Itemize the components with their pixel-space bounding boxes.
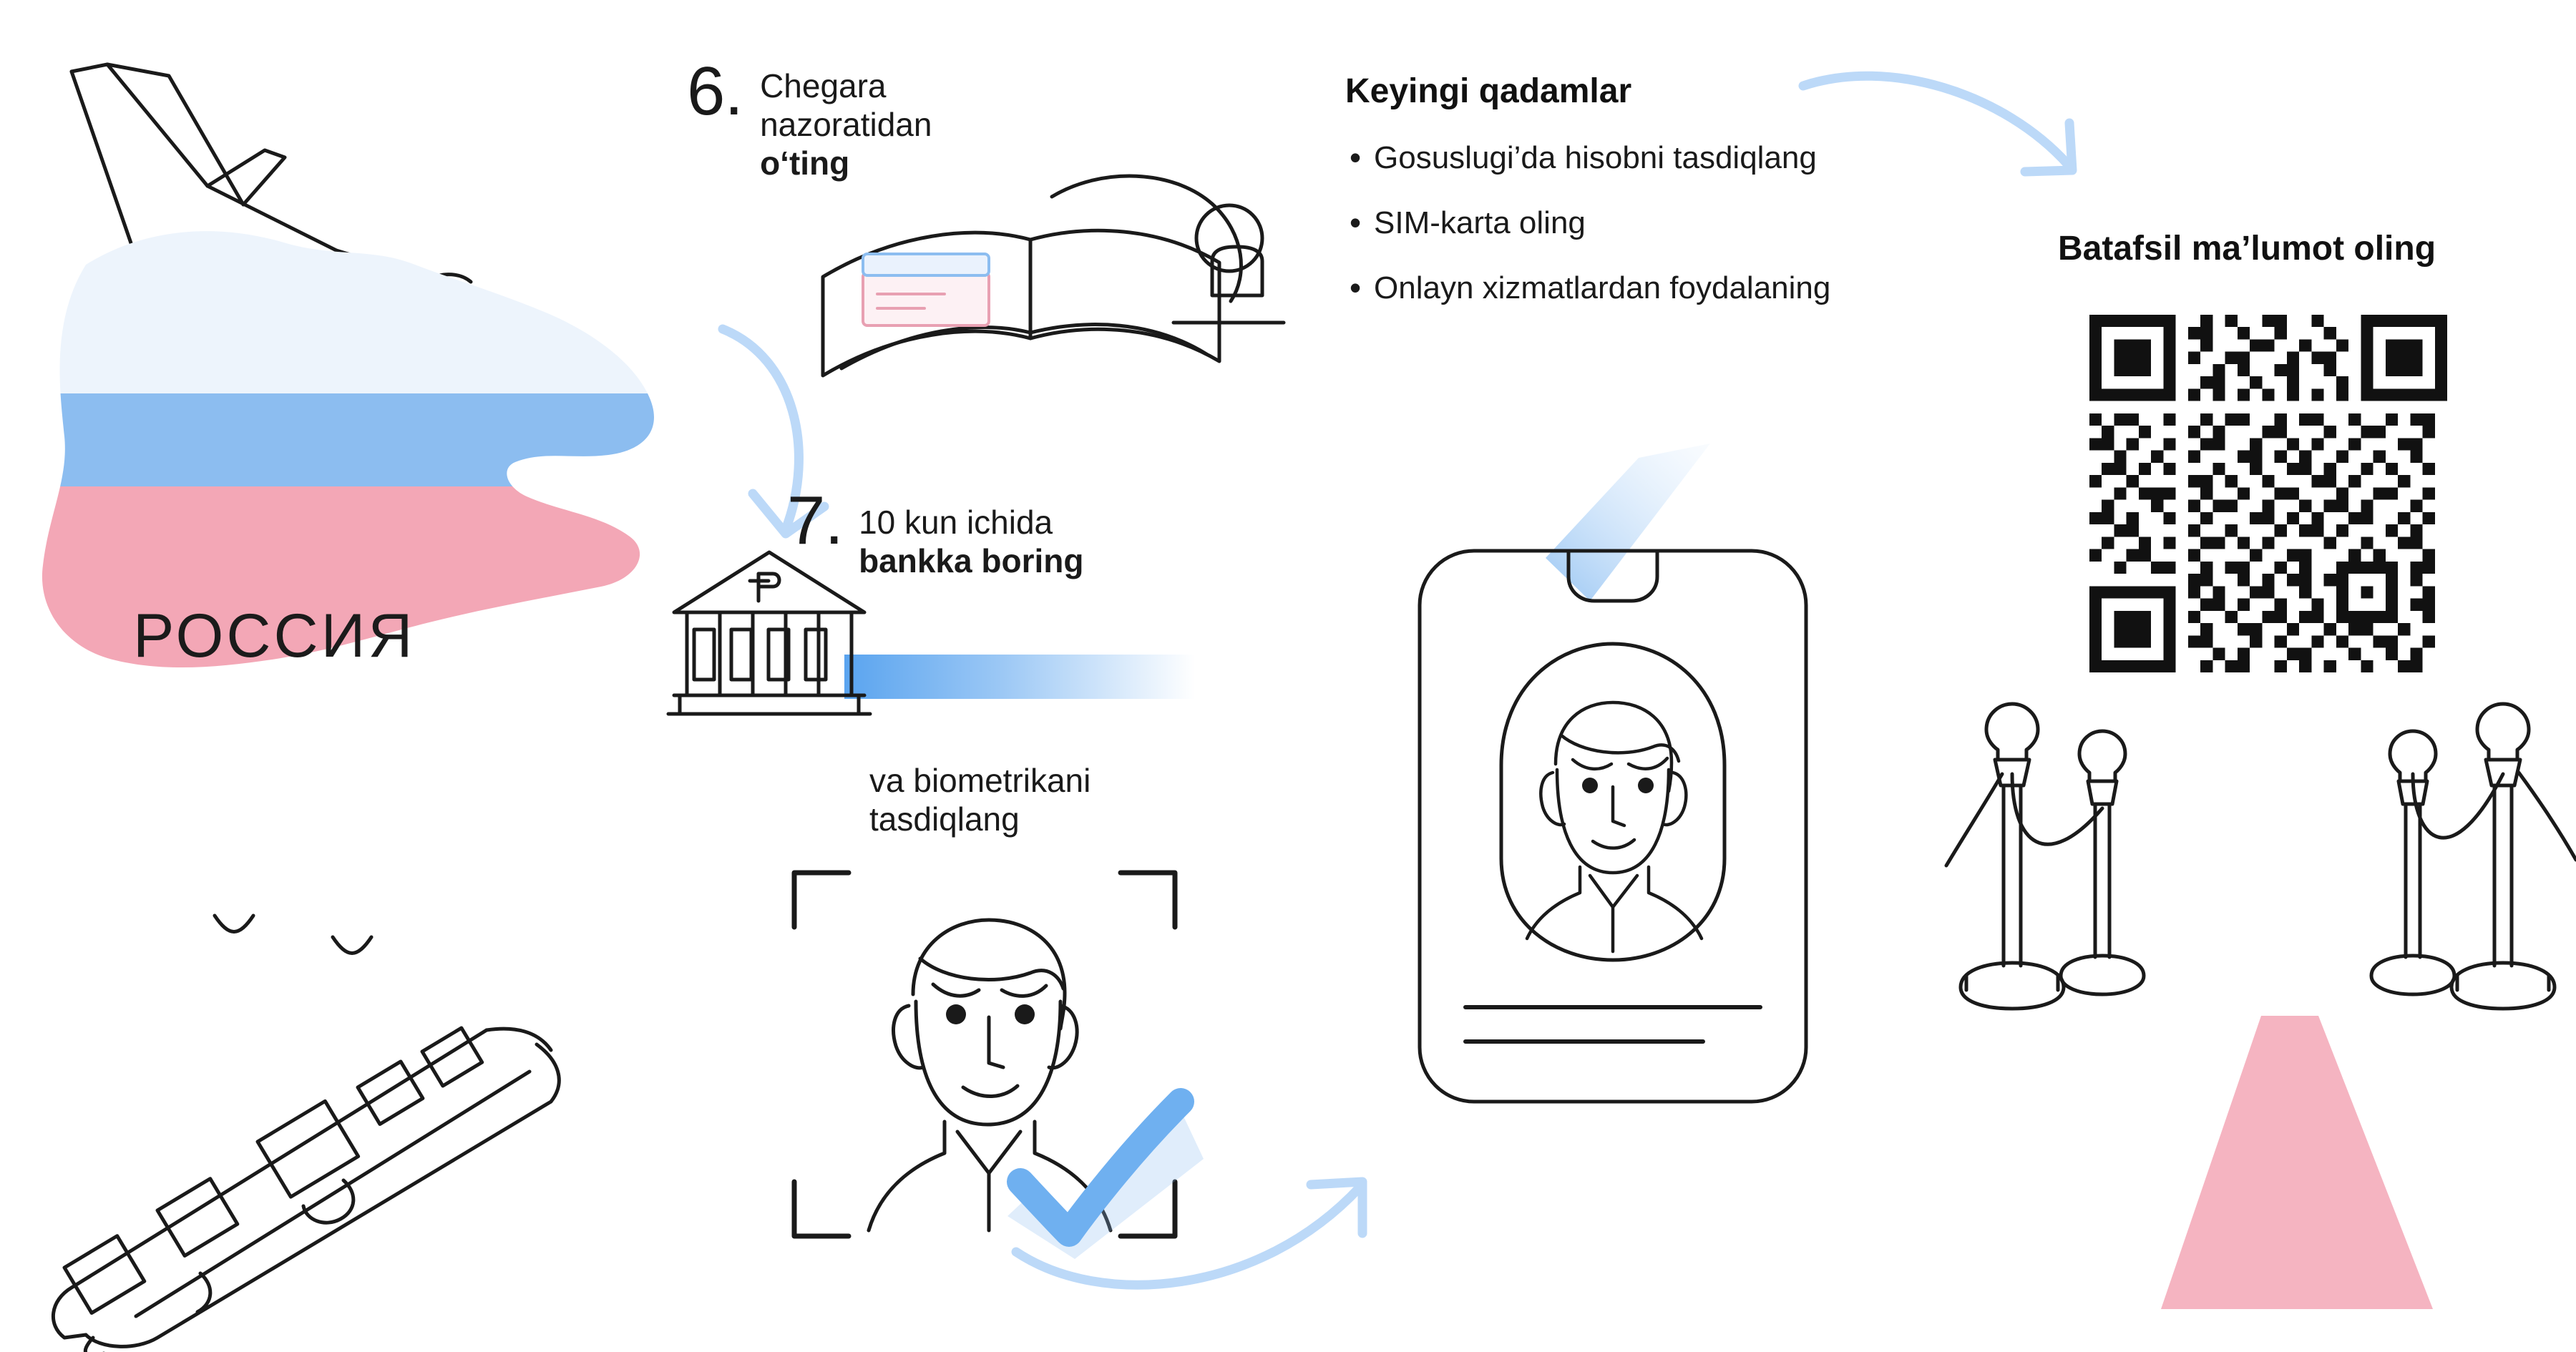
queue-barrier-illustration <box>1946 680 2576 1352</box>
arrow-biometrics-to-badge <box>1002 1059 1402 1302</box>
russia-map-illustration <box>0 179 687 801</box>
next-steps-item: • Gosuslugi’da hisobni tasdiqlang <box>1345 139 1846 177</box>
next-steps-item: • Onlayn xizmatlardan foydalaning <box>1345 270 1846 308</box>
biometrics-line2: tasdiqlang <box>869 800 1020 838</box>
russia-label: РОССИЯ <box>133 602 416 670</box>
qr-code-icon[interactable] <box>2089 315 2447 672</box>
id-badge-illustration <box>1402 429 1889 1216</box>
step-7-number: 7. <box>787 482 844 559</box>
step-7-line2: bankka boring <box>859 542 1084 579</box>
step-7-line1: 10 kun ichida <box>859 504 1053 541</box>
train-illustration <box>0 1001 601 1352</box>
next-steps-list <box>1345 139 1846 307</box>
more-info-title: Batafsil ma’lumot oling <box>2057 230 2436 268</box>
bank-building-icon <box>665 544 873 744</box>
birds-icon <box>208 908 401 973</box>
passport-stamp-icon <box>801 154 1288 454</box>
step-6-line3: o‘ting <box>760 144 850 182</box>
next-steps-block <box>1345 72 1846 334</box>
highlight-bar-bank <box>844 655 1195 699</box>
next-steps-item: • SIM-karta oling <box>1345 205 1846 243</box>
step-6-line2: nazoratidan <box>760 105 932 143</box>
next-steps-title: Keyingi qadamlar <box>1345 72 1632 110</box>
step-6-line1: Chegara <box>760 67 887 104</box>
step-6-number: 6. <box>687 53 743 129</box>
biometrics-text <box>869 762 1091 839</box>
more-info-block <box>2004 229 2490 268</box>
step-7-text <box>859 486 1083 581</box>
arrow-to-more-info <box>1789 64 2118 222</box>
biometrics-line1: va biometrikani <box>869 762 1091 799</box>
map-country-label <box>133 601 416 672</box>
